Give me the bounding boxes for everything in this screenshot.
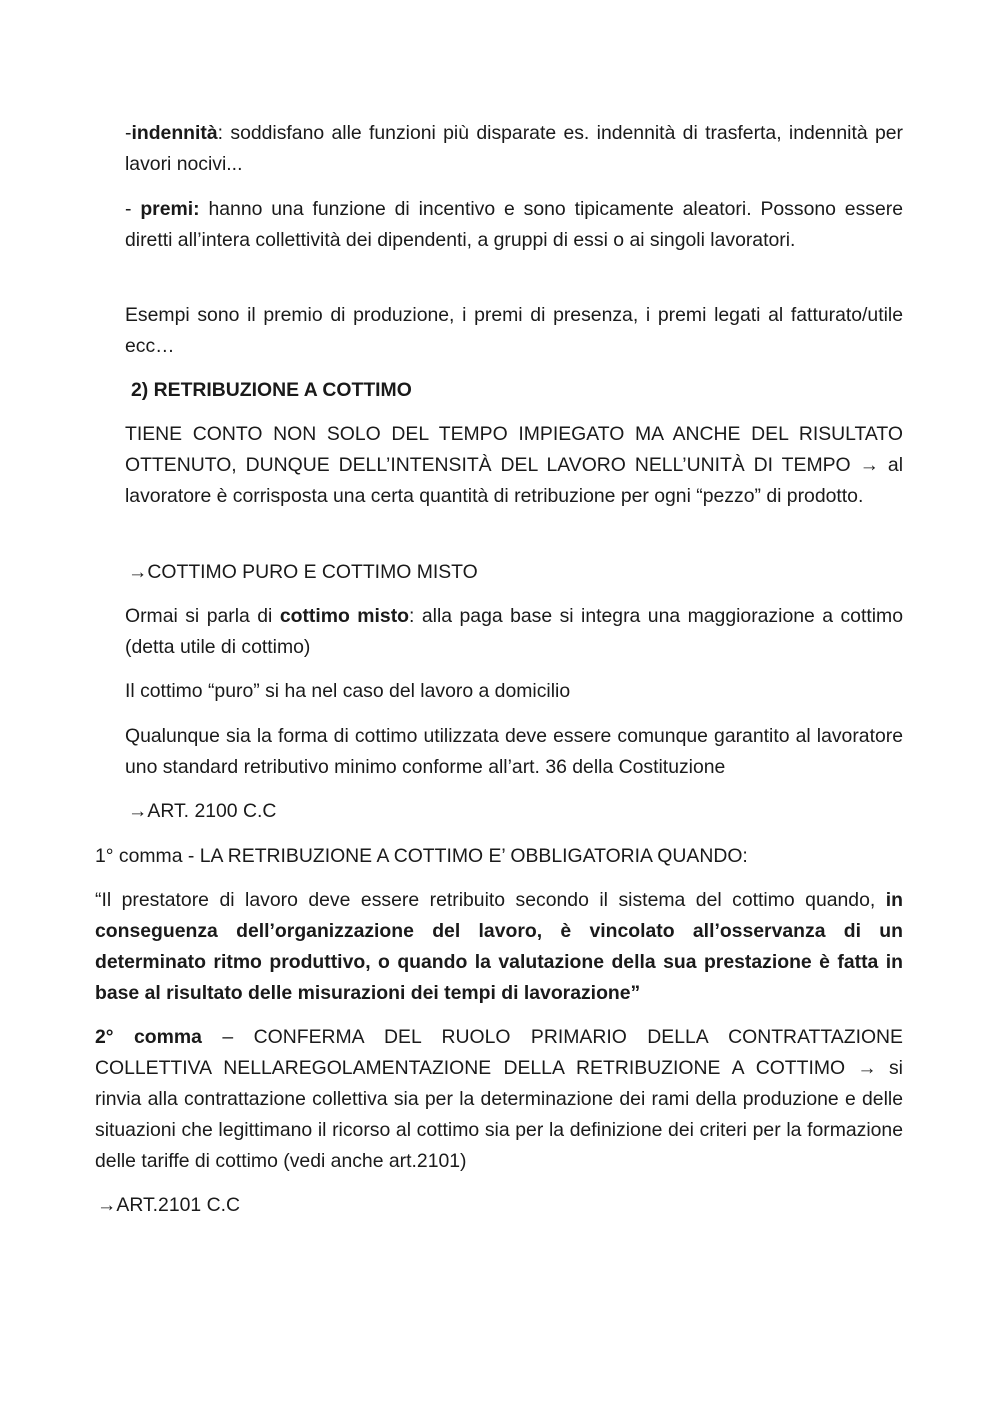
quote-plain: “Il prestatore di lavoro deve essere retribuito secondo il sistema del cottimo quando, [95,889,886,911]
bullet-dash: - [125,122,132,144]
paragraph-comma-1: 1° comma - LA RETRIBUZIONE A COTTIMO E’ OBBLIGATORIA QUANDO: [95,845,748,867]
misto-before: Ormai si parla di [125,605,280,627]
comma-2-after: si rinvia alla contrattazione collettiva sia per la determinazione dei rami della produzione e delle situazioni che legittimano il ricorso al cottimo sia per la definizione dei criteri per la formazione delle tariffe di cottimo (vedi anche art.2101) [95,1057,903,1172]
paragraph-indennita [125,118,903,180]
quote-bold: in conseguenza dell’organizzazione del lavoro, è vincolato all’osservanza di un determinato ritmo produttivo, o quando la valutazione della sua prestazione è fatta in base al risultato delle misurazioni dei tempi di lavorazione” [95,889,903,1004]
arrow-right-icon: → [128,800,148,822]
paragraph-tiene-conto [125,419,903,512]
art-2101-text: ART.2101 C.C [116,1194,240,1216]
paragraph-premi [125,194,903,256]
art-2100-text: ART. 2100 C.C [147,800,277,822]
reference-art-2100 [128,796,276,827]
indennita-text: : soddisfano alle funzioni più disparate es. indennità di trasferta, indennità per lavori nocivi... [125,122,903,175]
paragraph-qualunque: Qualunque sia la forma di cottimo utilizzata deve essere comunque garantito al lavoratore uno standard retributivo minimo conforme all’art. 36 della Costituzione [125,725,903,778]
section-heading-cottimo: 2) RETRIBUZIONE A COTTIMO [131,379,412,401]
quote-art-2100 [95,885,903,1009]
arrow-right-icon: → [857,1057,877,1079]
term-indennita: indennità [131,122,218,144]
tiene-conto-after: al lavoratore è corrisposta una certa quantità di retribuzione per ogni “pezzo” di prodotto. [125,454,904,507]
paragraph-comma-2 [95,1022,903,1177]
term-premi: premi: [140,198,200,220]
paragraph-cottimo-puro: Il cottimo “puro” si ha nel caso del lavoro a domicilio [125,680,571,702]
term-cottimo-misto: cottimo misto [279,605,410,627]
puro-misto-text: COTTIMO PURO E COTTIMO MISTO [147,561,478,583]
bullet-dash: - [125,198,141,220]
arrow-right-icon: → [97,1194,117,1216]
arrow-right-icon: → [128,561,148,583]
paragraph-cottimo-misto [125,601,903,663]
paragraph-esempi: Esempi sono il premio di produzione, i premi di presenza, i premi legati al fatturato/utile ecc… [125,304,903,357]
tiene-conto-text: TIENE CONTO NON SOLO DEL TEMPO IMPIEGATO MA ANCHE DEL RISULTATO OTTENUTO, DUNQUE DELL’INTENSITÀ DEL LAVORO NELL’UNITÀ DI TEMPO [125,423,903,476]
paragraph-puro-misto [128,557,478,588]
arrow-right-icon: → [859,454,879,476]
comma-2-text: – CONFERMA DEL RUOLO PRIMARIO DELLA CONTRATTAZIONE COLLETTIVA NELLAREGOLAMENTAZIONE DELLA RETRIBUZIONE A COTTIMO [95,1026,903,1079]
premi-text: hanno una funzione di incentivo e sono tipicamente aleatori. Possono essere diretti all’intera collettività dei dipendenti, a gruppi di essi o ai singoli lavoratori. [125,198,903,251]
reference-art-2101 [97,1190,240,1221]
term-comma-2: 2° comma [95,1026,202,1048]
misto-after: : alla paga base si integra una maggiorazione a cottimo (detta utile di cottimo) [125,605,903,658]
